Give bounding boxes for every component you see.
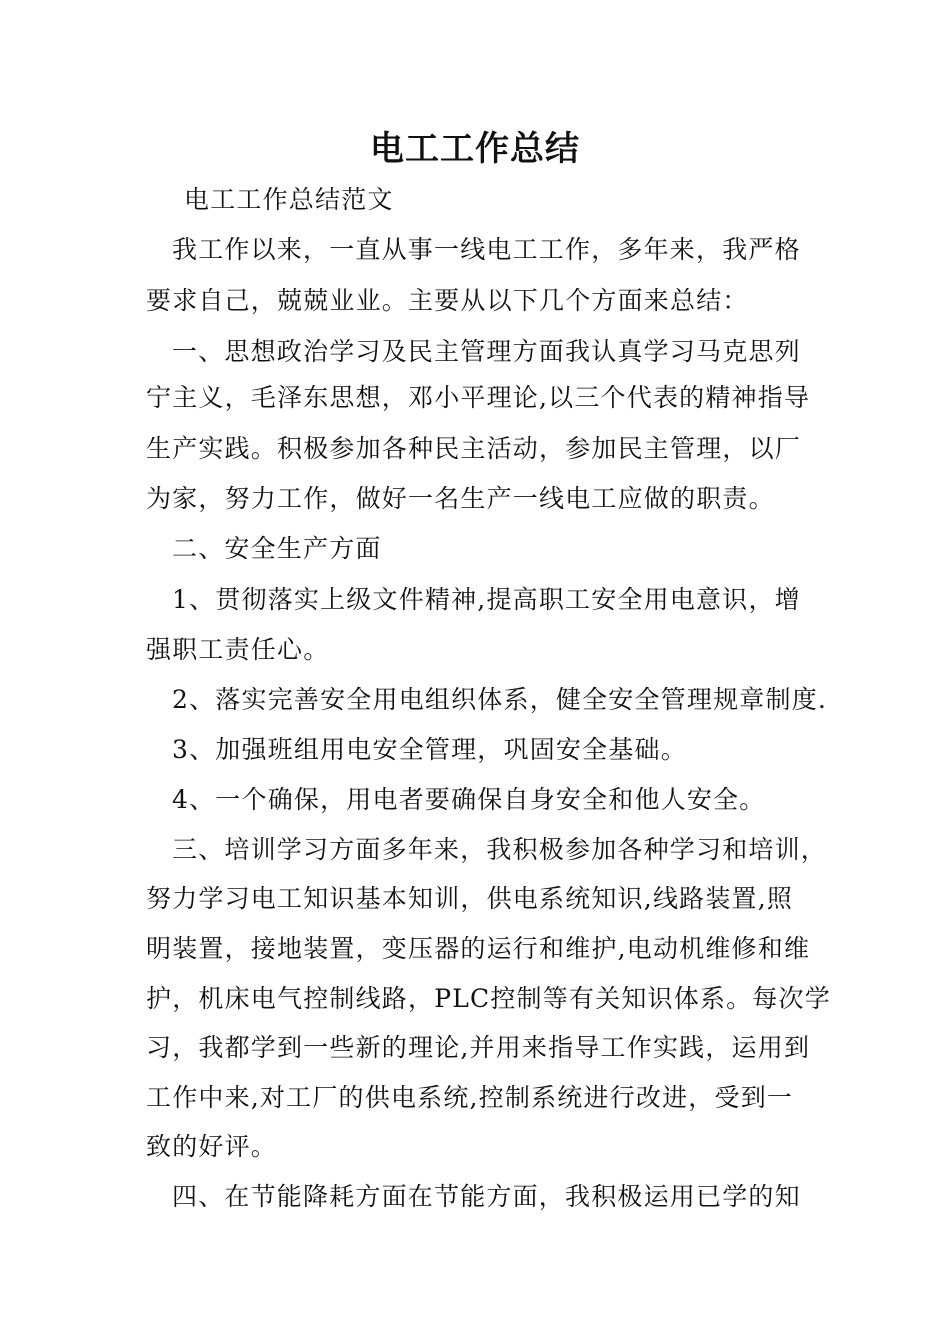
subtitle-line: 电工工作总结范文 — [184, 185, 394, 214]
paragraph-line: 努力学习电工知识基本知训，供电系统知识,线路装置,照 — [146, 884, 794, 913]
paragraph-line: 护，机床电气控制线路，PLC控制等有关知识体系。每次学 — [146, 984, 831, 1013]
paragraph-line: 明装置，接地装置，变压器的运行和维护,电动机维修和维 — [146, 934, 811, 963]
paragraph-line: 4、一个确保，用电者要确保自身安全和他人安全。 — [172, 785, 766, 814]
paragraph-line: 我工作以来，一直从事一线电工工作，多年来，我严格 — [172, 235, 801, 264]
paragraph-line: 生产实践。积极参加各种民主活动，参加民主管理，以厂 — [146, 434, 802, 463]
paragraph-line: 一、思想政治学习及民主管理方面我认真学习马克思列 — [172, 337, 801, 366]
paragraph-line: 工作中来,对工厂的供电系统,控制系统进行改进，受到一 — [146, 1083, 794, 1112]
paragraph-line: 强职工责任心。 — [146, 635, 330, 664]
paragraph-line: 宁主义，毛泽东思想，邓小平理论,以三个代表的精神指导 — [146, 383, 811, 412]
paragraph-line: 四、在节能降耗方面在节能方面，我积极运用已学的知 — [172, 1182, 801, 1211]
paragraph-line: 为家，努力工作，做好一名生产一线电工应做的职责。 — [146, 484, 775, 513]
paragraph-line: 3、加强班组用电安全管理，巩固安全基础。 — [172, 735, 687, 764]
paragraph-line: 1、贯彻落实上级文件精神,提高职工安全用电意识，增 — [172, 585, 801, 614]
paragraph-line: 习，我都学到一些新的理论,并用来指导工作实践，运用到 — [146, 1033, 811, 1062]
document-title: 电工工作总结 — [370, 129, 580, 169]
paragraph-line: 要求自己，兢兢业业。主要从以下几个方面来总结： — [146, 286, 749, 315]
paragraph-line: 三、培训学习方面多年来，我积极参加各种学习和培训， — [172, 835, 828, 864]
section-heading: 二、安全生产方面 — [172, 534, 382, 563]
paragraph-line: 致的好评。 — [146, 1132, 278, 1161]
paragraph-line: 2、落实完善安全用电组织体系，健全安全管理规章制度. — [172, 685, 828, 714]
